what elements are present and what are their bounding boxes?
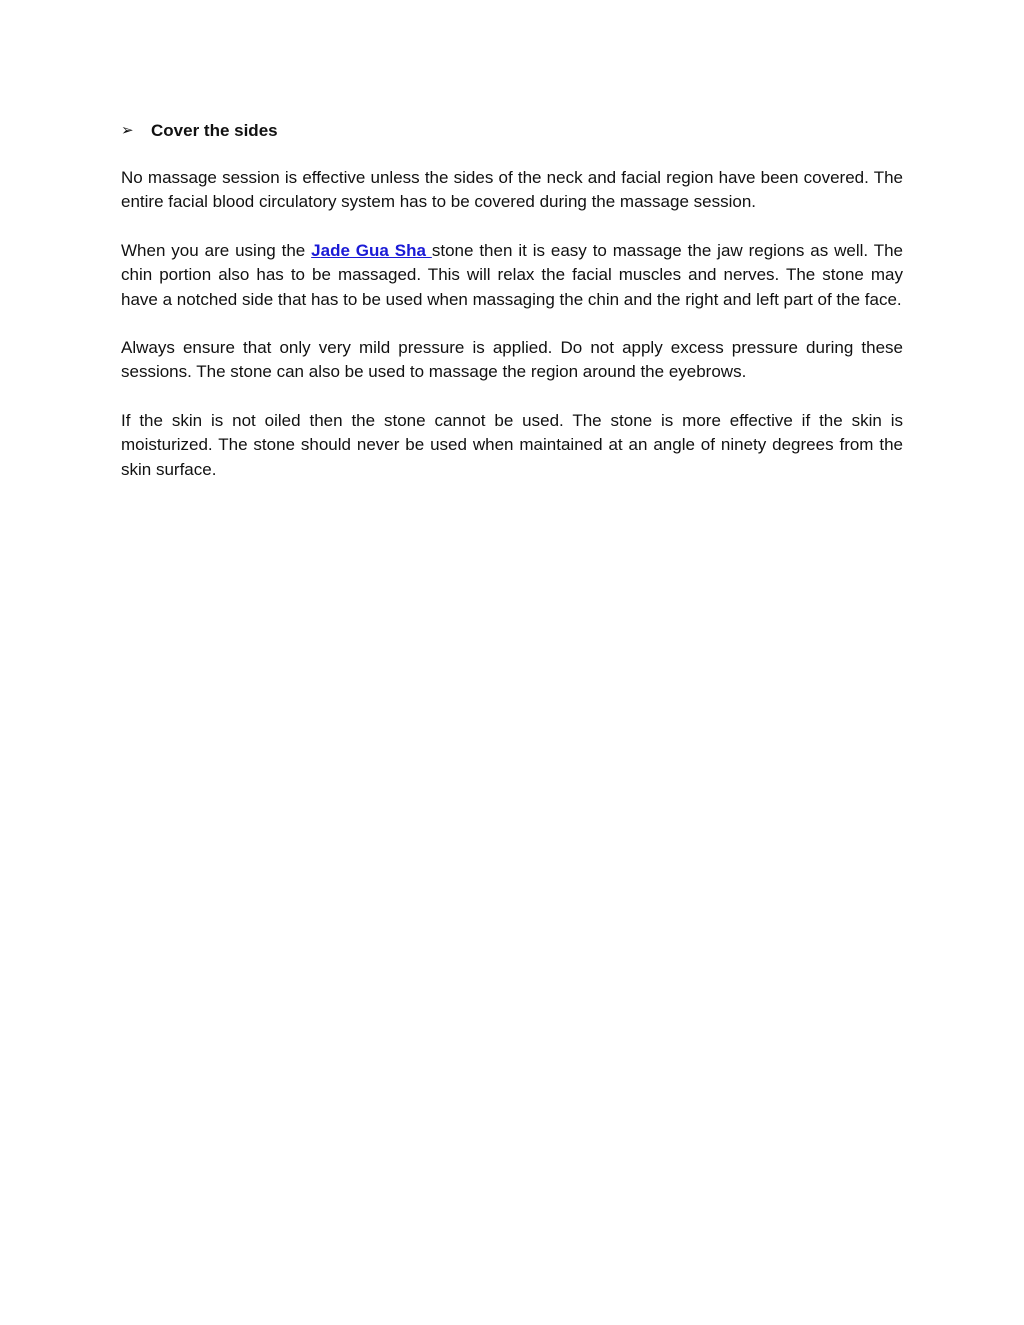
arrow-bullet-icon: ➢: [121, 122, 134, 139]
paragraph-sides-coverage: No massage session is effective unless the sides of the neck and facial region have been covered. The entire facial blood circulatory system has to be covered during the massage session.: [121, 168, 903, 212]
paragraph-mild-pressure: Always ensure that only very mild pressure is applied. Do not apply excess pressure during these sessions. The stone can also be used to massage the region around the eyebrows.: [121, 338, 903, 382]
heading-text: Cover the sides: [151, 121, 278, 140]
paragraph-oiled-skin: If the skin is not oiled then the stone cannot be used. The stone is more effective if the skin is moisturized. The stone should never be used when maintained at an angle of ninety degrees from the skin surface.: [121, 410, 903, 479]
document-page: [121, 118, 903, 506]
paragraph-text-before-link: When you are using the: [121, 240, 312, 260]
paragraph-jade-gua-sha: [121, 239, 903, 312]
section-heading: [121, 118, 903, 144]
jade-gua-sha-link[interactable]: Jade Gua Sha: [311, 240, 432, 260]
paragraph-text-after-link: stone then it is easy to massage the jaw regions as well. The chin portion also has to be massaged. This will relax the facial muscles and nerves. The stone may have a notched side that has to be used when massaging the chin and the right and left part of the face.: [121, 240, 903, 309]
